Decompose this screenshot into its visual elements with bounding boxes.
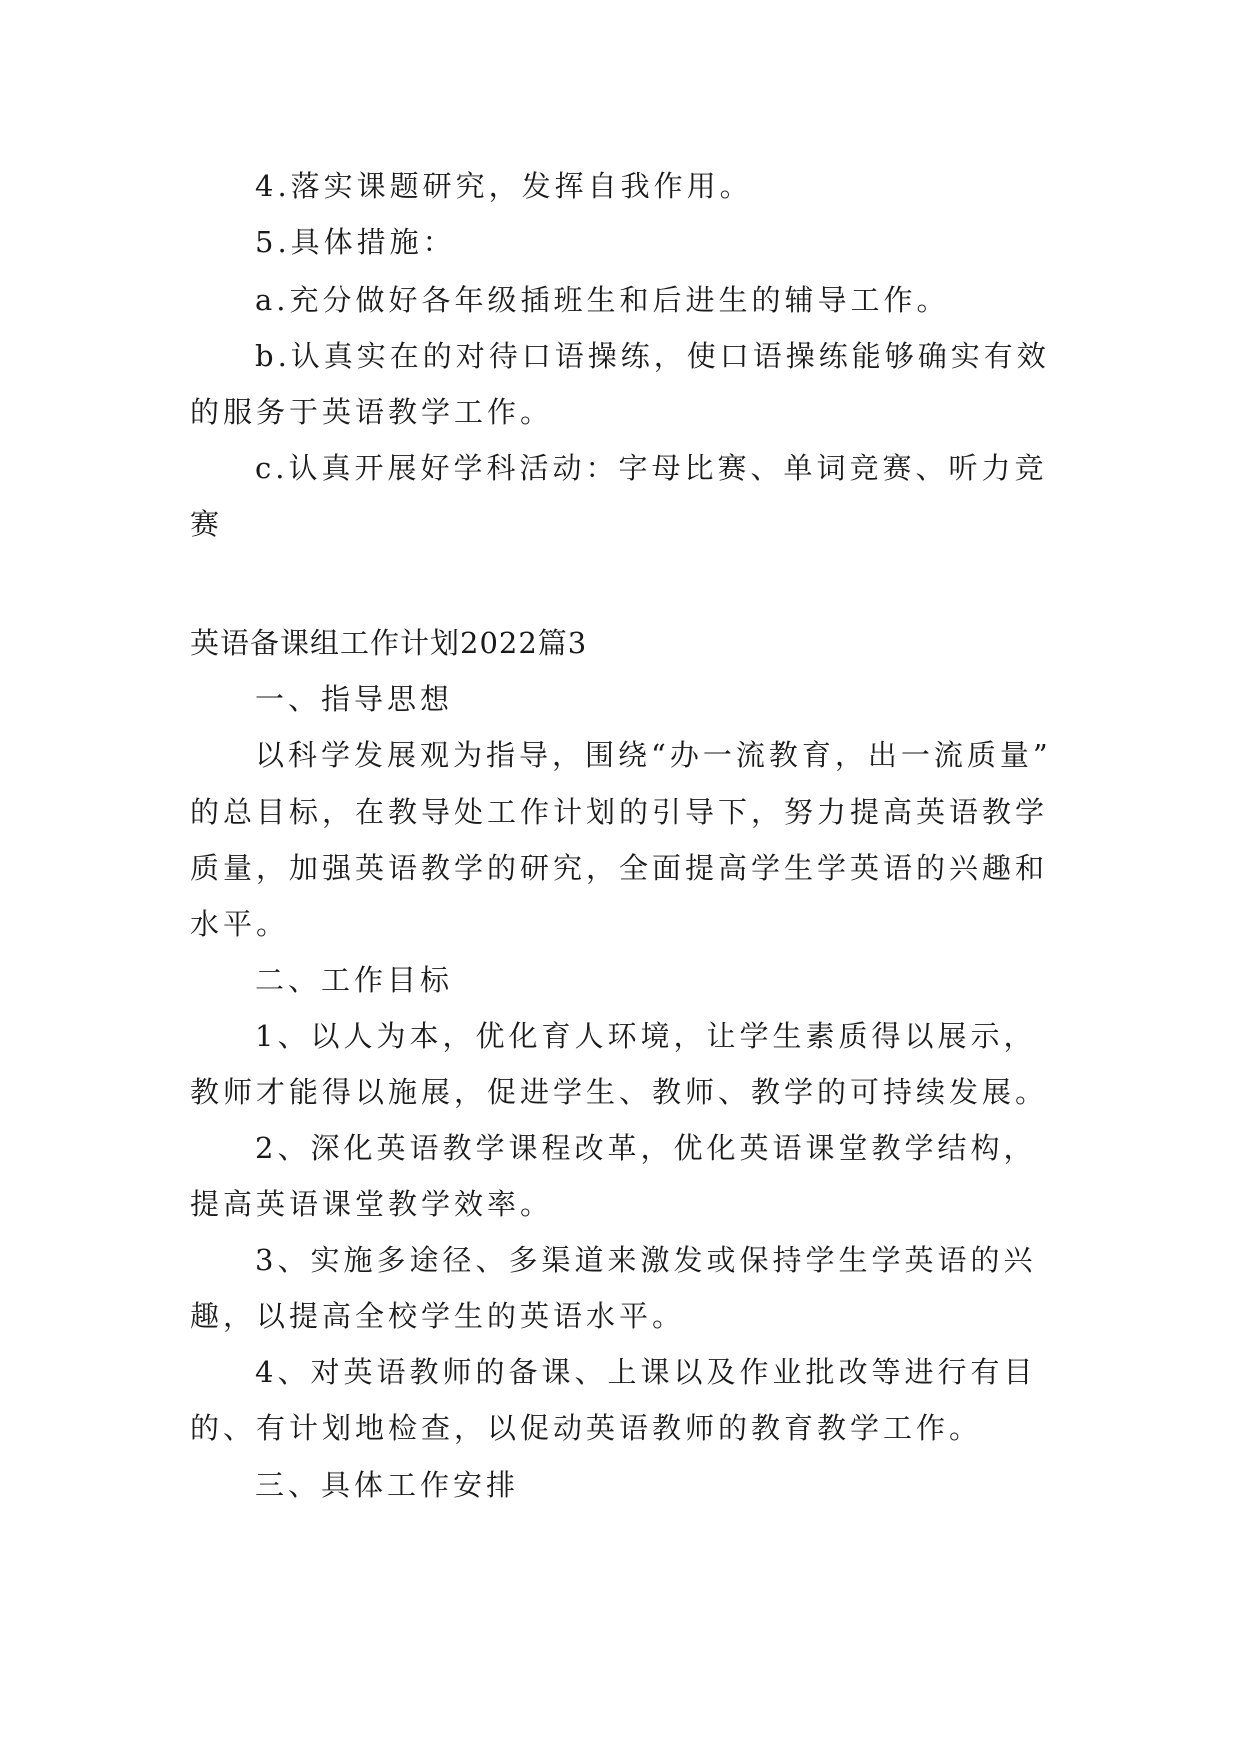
measure-item-b-line-1: b.认真实在的对待口语操练，使口语操练能够确实有效 bbox=[255, 339, 1050, 373]
goal-1-line-2: 教师才能得以施展，促进学生、教师、教学的可持续发展。 bbox=[190, 1075, 1049, 1109]
heading-guiding-ideology: 一、指导思想 bbox=[255, 682, 454, 716]
paragraph-line: 质量，加强英语教学的研究，全面提高学生学英语的兴趣和 bbox=[190, 851, 1049, 885]
goal-2-line-1: 2、深化英语教学课程改革，优化英语课堂教学结构， bbox=[255, 1131, 1037, 1165]
paragraph-line: 水平。 bbox=[190, 907, 290, 941]
paragraph-line: 以科学发展观为指导，围绕“办一流教育，出一流质量” bbox=[255, 738, 1052, 772]
goal-4-line-2: 的、有计划地检查，以促动英语教师的教育教学工作。 bbox=[190, 1411, 983, 1445]
section-title: 英语备课组工作计划2022篇3 bbox=[190, 626, 588, 660]
paragraph-line: 的总目标，在教导处工作计划的引导下，努力提高英语教学 bbox=[190, 795, 1049, 829]
measure-item-a: a.充分做好各年级插班生和后进生的辅导工作。 bbox=[255, 283, 950, 317]
heading-work-arrangements: 三、具体工作安排 bbox=[255, 1468, 520, 1502]
measure-item-5: 5.具体措施： bbox=[255, 225, 456, 259]
goal-3-line-1: 3、实施多途径、多渠道来激发或保持学生学英语的兴 bbox=[255, 1243, 1037, 1277]
goal-1-line-1: 1、以人为本，优化育人环境，让学生素质得以展示， bbox=[255, 1019, 1037, 1053]
measure-item-c-line-2: 赛 bbox=[190, 507, 224, 541]
measure-item-b-line-2: 的服务于英语教学工作。 bbox=[190, 395, 554, 429]
goal-2-line-2: 提高英语课堂教学效率。 bbox=[190, 1187, 554, 1221]
goal-3-line-2: 趣，以提高全校学生的英语水平。 bbox=[190, 1299, 686, 1333]
measure-item-4: 4.落实课题研究，发挥自我作用。 bbox=[255, 169, 753, 203]
goal-4-line-1: 4、对英语教师的备课、上课以及作业批改等进行有目 bbox=[255, 1355, 1037, 1389]
heading-work-goals: 二、工作目标 bbox=[255, 963, 454, 997]
measure-item-c-line-1: c.认真开展好学科活动：字母比赛、单词竞赛、听力竞 bbox=[255, 451, 1048, 485]
